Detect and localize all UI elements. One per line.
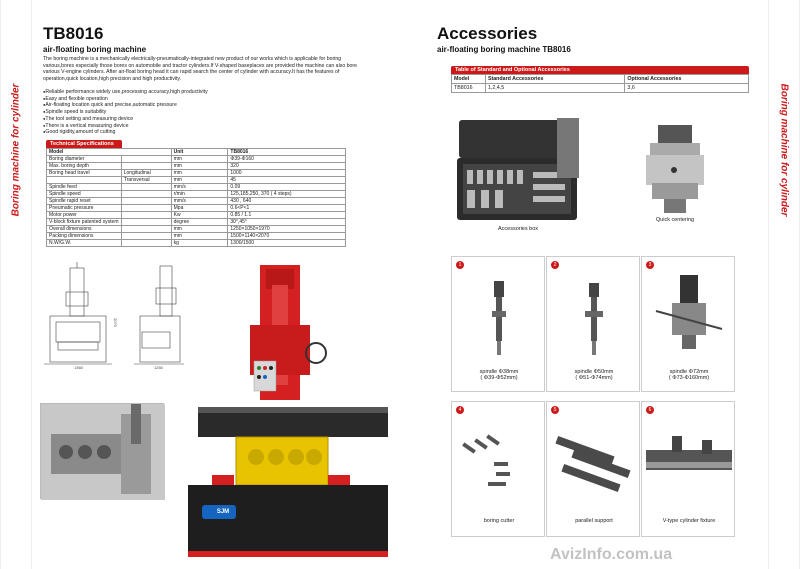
spec-cell: mm [171, 163, 228, 170]
accessory-number-badge: 5 [551, 406, 559, 414]
acc-cell-model: TB8016 [452, 84, 486, 93]
side-width-dim: 1250 [154, 365, 163, 370]
accessory-caption: boring cutter [483, 518, 515, 524]
spec-cell: mm/s [171, 198, 228, 205]
spec-cell: Kw [171, 212, 228, 219]
cylinder-block-photo [40, 403, 164, 499]
spec-header-unit: Unit [171, 149, 228, 156]
accessory-item-1 [451, 256, 545, 392]
acc-header-optional: Optional Accessories [625, 75, 749, 84]
spec-cell: mm [171, 226, 228, 233]
accessory-item-4 [451, 401, 545, 537]
spec-cell: 320 [228, 163, 346, 170]
accessories-box-caption: Accessories box [497, 226, 539, 232]
spec-cell: mm/s [171, 184, 228, 191]
feature-item: ● Reliable performance widely use,processing accuracy,high productivity [43, 89, 208, 96]
accessories-box-photo [453, 118, 583, 224]
feature-item: ● Easy and flexible operation [43, 96, 208, 103]
spec-cell [121, 184, 171, 191]
spec-header-model: Model [47, 149, 172, 156]
machine-description: The boring machine is a mechanically electrically-pneumatically-integrated new product of our works which is applicable for boring various,bores especially those bores on automobile and tractor cylinders.If V-shaped baseplaces are provided the machine can also bore various V-engine cylinders. After air-float boring head it can rapid search the center of cylinder with accuracy.It has the features of operation,quick location,high precision and high productivity. [43, 56, 358, 83]
acc-cell-optional: 3,6 [625, 84, 749, 93]
accessory-image [452, 271, 546, 366]
accessory-number-badge: 4 [456, 406, 464, 414]
spec-row [47, 219, 346, 226]
brand-badge: SJM [216, 509, 230, 515]
spec-row [47, 198, 346, 205]
spec-cell: Spindle feed [47, 184, 122, 191]
spec-cell [121, 156, 171, 163]
spec-cell: Overall dimensions [47, 226, 122, 233]
spec-cell: 1500×1140×2070 [228, 233, 346, 240]
front-width-dim: 1360 [74, 365, 83, 370]
spec-row [47, 233, 346, 240]
accessory-image [452, 416, 546, 511]
spec-cell: 1300/1500 [228, 240, 346, 247]
accessory-caption: spindle Φ38mm [479, 369, 519, 375]
accessory-caption: V-type cylinder fixture [662, 518, 716, 524]
spec-cell: 30°,45° [228, 219, 346, 226]
accessory-image [547, 271, 641, 366]
spec-row [47, 226, 346, 233]
spec-cell [121, 212, 171, 219]
accessory-number-badge: 3 [646, 261, 654, 269]
quick-centering-caption: Quick centering [655, 217, 695, 223]
accessory-caption-range: ( Φ39-Φ52mm) [480, 375, 518, 381]
accessories-table-title: Table of Standard and Optional Accessories [451, 66, 749, 74]
spec-row [47, 156, 346, 163]
left-page-subtitle: air-floating boring machine [43, 45, 147, 54]
feature-item: ● There is a vertical measuring device [43, 123, 208, 130]
spec-cell: 0.85 / 1.1 [228, 212, 346, 219]
spec-cell [121, 191, 171, 198]
quick-centering-photo [634, 125, 716, 213]
accessory-item-3 [641, 256, 735, 392]
accessory-caption-range: ( Φ73-Φ160mm) [668, 375, 710, 381]
accessory-item-2 [546, 256, 640, 392]
accessory-caption-range: ( Φ51-Φ74mm) [575, 375, 613, 381]
spec-cell: Pneumatic pressure [47, 205, 122, 212]
spec-cell: Mpa [171, 205, 228, 212]
spec-cell [47, 177, 122, 184]
spec-row [47, 177, 346, 184]
spec-row [47, 163, 346, 170]
spec-cell: 45 [228, 177, 346, 184]
right-page-subtitle: air-floating boring machine TB8016 [437, 45, 571, 54]
spec-row [47, 240, 346, 247]
spec-cell: kg [171, 240, 228, 247]
feature-item: ● Good rigidity,amount of cutting [43, 129, 208, 136]
spec-header-value: TB8016 [228, 149, 346, 156]
accessory-image [642, 416, 736, 511]
spec-cell: Longitudinal [121, 170, 171, 177]
accessory-item-5 [546, 401, 640, 537]
spec-cell [121, 240, 171, 247]
accessory-item-6 [641, 401, 735, 537]
spec-cell: Spindle speed [47, 191, 122, 198]
accessory-image [642, 271, 736, 366]
spec-cell [121, 163, 171, 170]
accessory-number-badge: 6 [646, 406, 654, 414]
accessory-caption: parallel support [575, 518, 613, 524]
front-height-dim: 2070 [113, 318, 118, 327]
feature-list [43, 89, 208, 136]
spec-row [47, 212, 346, 219]
spec-cell: Motor power [47, 212, 122, 219]
spec-cell: 0.6<P<1 [228, 205, 346, 212]
spec-cell: mm [171, 233, 228, 240]
tb8016-machine-image [168, 265, 408, 560]
spec-cell: 1000 [228, 170, 346, 177]
watermark: AvizInfo.com.ua [550, 546, 673, 563]
spec-cell: 1250×1050×1970 [228, 226, 346, 233]
left-page-title: TB8016 [43, 24, 104, 43]
left-sidebar-label: Boring machine for cylinder [10, 83, 22, 217]
spec-cell [121, 226, 171, 233]
spec-cell: Boring head travel [47, 170, 122, 177]
feature-item: ● Air-floating location quick and precise,automatic pressure [43, 102, 208, 109]
spec-row [47, 170, 346, 177]
spec-row [47, 205, 346, 212]
front-view-drawing [44, 258, 128, 370]
spec-cell [121, 233, 171, 240]
spec-cell: mm [171, 177, 228, 184]
right-page-title: Accessories [437, 24, 538, 43]
acc-header-standard: Standard Accessories [485, 75, 624, 84]
spec-cell: mm [171, 156, 228, 163]
spec-cell [121, 198, 171, 205]
spec-cell: mm [171, 170, 228, 177]
feature-item: ● Spindle speed is suitability [43, 109, 208, 116]
acc-header-model: Model [452, 75, 486, 84]
right-sidebar-label: Boring machine for cylinder [778, 83, 790, 217]
spec-cell: Max. boring depth [47, 163, 122, 170]
spec-cell: 0.09 [228, 184, 346, 191]
accessory-image [547, 416, 641, 511]
accessory-number-badge: 2 [551, 261, 559, 269]
spec-cell: V-block fixture patented system [47, 219, 122, 226]
spec-cell: degree [171, 219, 228, 226]
spec-cell: r/min [171, 191, 228, 198]
acc-cell-standard: 1,2,4,5 [485, 84, 624, 93]
spec-table-title: Technical Specifications [46, 140, 122, 148]
spec-cell: Φ39-Φ160 [228, 156, 346, 163]
spec-cell: 125,185,250, 370 ( 4 steps) [228, 191, 346, 198]
feature-item: ● The tool setting and measuring device [43, 116, 208, 123]
spec-cell: Transversal [121, 177, 171, 184]
spec-cell: 430 , 640 [228, 198, 346, 205]
spec-table [46, 148, 346, 247]
spec-row [47, 191, 346, 198]
spec-cell: Packing dimensions [47, 233, 122, 240]
spec-cell: Boring diameter [47, 156, 122, 163]
accessory-number-badge: 1 [456, 261, 464, 269]
accessories-table [451, 74, 749, 93]
spec-row [47, 184, 346, 191]
accessory-caption: spindle Φ50mm [574, 369, 614, 375]
spec-cell: N.W/G.W. [47, 240, 122, 247]
spec-cell: Spindle rapid reset [47, 198, 122, 205]
spec-cell [121, 205, 171, 212]
accessory-caption: spindle Φ72mm [669, 369, 709, 375]
spec-cell [121, 219, 171, 226]
